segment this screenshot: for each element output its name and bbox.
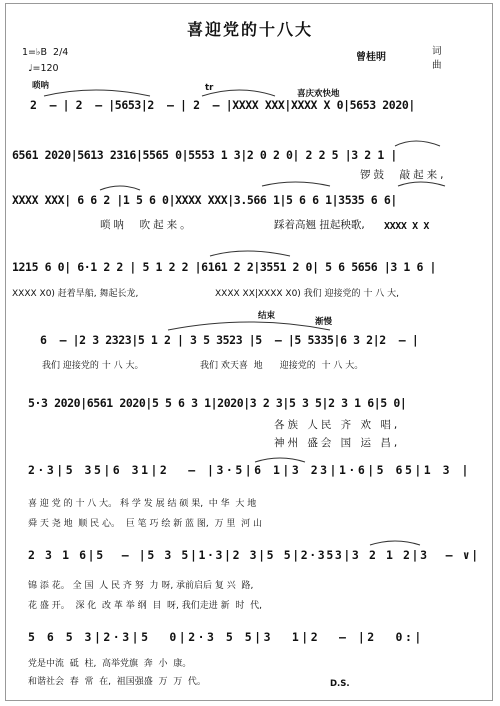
lyrics-line-9a: 党是中流 砥 柱, 高举党旗 奔 小 康。 [28, 659, 192, 669]
score-line-6: 5·3 2020|6561 2020|5 5 6 3 1|2020|3 2 3|5 3 5|2 3 1 6|5 0| [28, 396, 407, 410]
tempo-marking: ♩=120 [28, 63, 59, 74]
score-line-8: 2 3 1 6|5 — |5 3 5|1·3|2 3|5 5|2·353|3 2 1 2|3 — ∨| [28, 548, 480, 562]
lyrics-line-2: 锣鼓 敲起来, [360, 169, 447, 181]
score-line-2: 6561 2020|5613 2316|5565 0|5553 1 3|2 0 2 0| 2 2 5 |3 2 1 | [12, 148, 397, 162]
lyrics-line-8a: 锦 添 花。 全 国 人 民 齐 努 力 呀, 承前启后 复 兴 路, [28, 581, 254, 591]
lyrics-line-4a: XXXX X0) 赶着旱船, 舞起长龙, [12, 289, 139, 299]
mark-trill: tr [205, 83, 214, 93]
lyrics-line-6b: 神州 盛会 国 运 昌, [274, 437, 401, 449]
score-line-9: 5 6 5 3|2·3|5 0|2·3 5 5|3 1|2 — |2 0:| [28, 630, 424, 644]
lyrics-line-8b: 花 盛 开。 深 化 改 革 举 纲 目 呀, 我们走进 新 时 代, [28, 601, 262, 611]
song-title: 喜迎党的十八大 [186, 20, 313, 39]
mark-ending: 结束 [258, 311, 276, 321]
lyrics-line-3a: 唢呐 吹起来。 [100, 219, 194, 231]
lyrics-line-5a: 我们 迎接党的 十 八 大。 [42, 361, 144, 371]
lyricist-name: 曾桂明 [356, 52, 386, 63]
score-line-3: XXXX XXX| 6 6 2 |1 5 6 0|XXXX XXX|3.566 1|5 6 6 1|3535 6 6| [12, 193, 397, 207]
mark-expression: 喜庆欢快地 [297, 89, 340, 99]
mark-ritardando: 渐慢 [315, 317, 333, 327]
lyrics-line-3b: 踩着高翘 扭起秧歌, [274, 219, 365, 231]
lyrics-line-7b: 舜 天 尧 地 顺 民 心。 巨 笔 巧 绘 新 蓝 图, 万 里 河 山 [28, 519, 262, 529]
mark-suona: 唢呐 [32, 81, 50, 91]
lyrics-line-9b: 和谐社会 春 常 在, 祖国强盛 万 万 代。 [28, 677, 206, 687]
score-line-7: 2·3|5 35|6 31|2 — |3·5|6 1|3 23|1·6|5 65|1 3 | [28, 463, 471, 477]
credit-lyrics-role: 词 [432, 46, 442, 57]
credit-music-role: 曲 [432, 60, 442, 71]
score-line-1: 2 — | 2 — |5653|2 — | 2 — |XXXX XXX|XXXX X 0|5653 2020| [30, 98, 415, 112]
percussion-pattern: XXXX X X [384, 221, 429, 232]
lyrics-line-7a: 喜 迎 党 的 十 八 大。 科 学 发 展 结 硕 果, 中 华 大 地 [28, 499, 257, 509]
lyrics-line-5b: 我们 欢天喜 地 迎接党的 十 八 大。 [200, 361, 364, 371]
score-line-4: 1215 6 0| 6·1 2 2 | 5 1 2 2 |6161 2 2|3551 2 0| 5 6 5656 |3 1 6 | [12, 260, 437, 274]
score-line-5: 6 — |2 3 2323|5 1 2 | 3 5 3523 |5 — |5 5335|6 3 2|2 — | [40, 333, 419, 347]
mark-dal-segno: D.S. [330, 679, 350, 689]
lyrics-line-4b: XXXX XX|XXXX X0) 我们 迎接党的 十 八 大, [215, 289, 399, 299]
lyrics-line-6a: 各族 人民 齐 欢 唱, [274, 419, 401, 431]
key-signature: 1=♭B 2/4 [22, 47, 69, 58]
